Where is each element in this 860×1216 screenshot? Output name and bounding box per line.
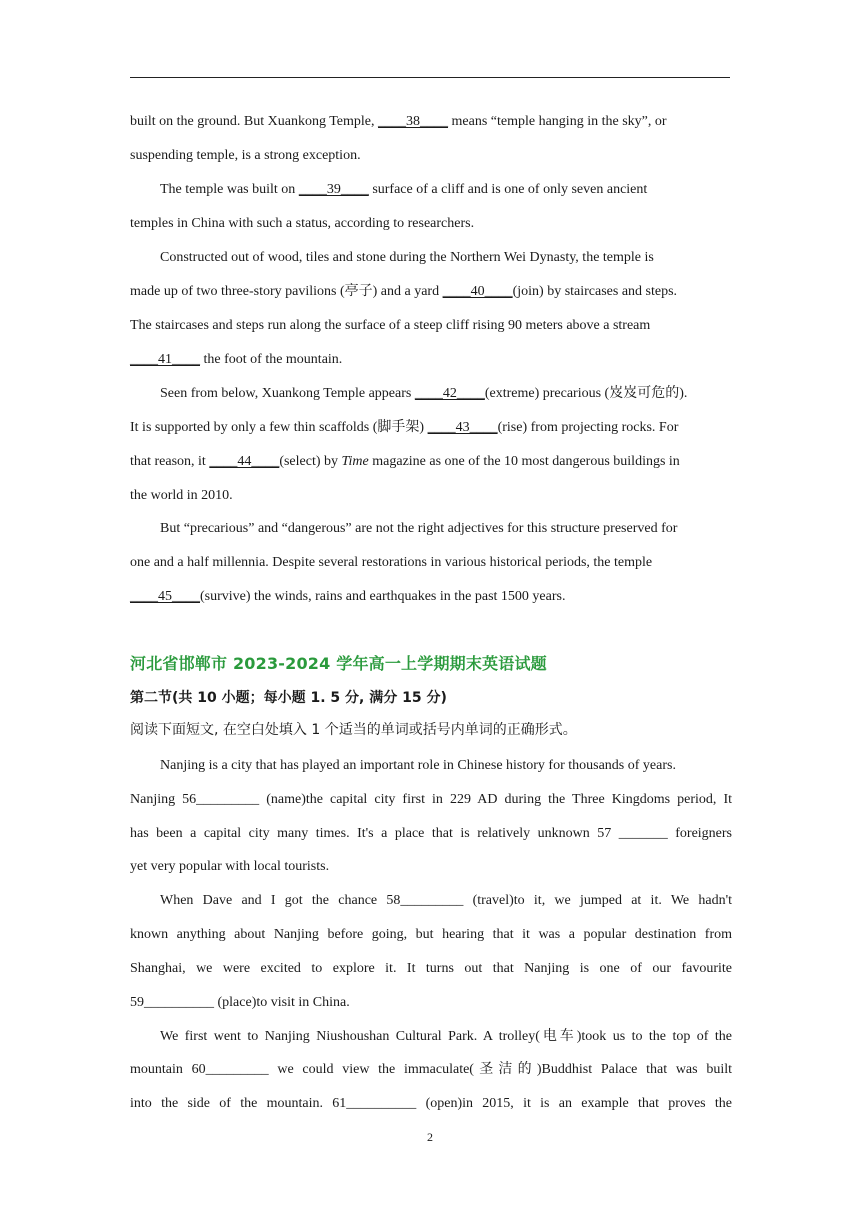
text: magazine as one of the 10 most dangerous buildings in bbox=[368, 454, 680, 469]
blank-44: ____44____ bbox=[209, 454, 280, 469]
blank-45: ____45____ bbox=[130, 589, 200, 604]
passage2-line-1: Nanjing is a city that has played an important role in Chinese history for thousands of years. bbox=[160, 758, 676, 773]
passage1-line-1 bbox=[130, 113, 667, 131]
text: the world in 2010. bbox=[130, 488, 233, 503]
text: (rise) from projecting rocks. For bbox=[497, 420, 679, 435]
passage1-line-3 bbox=[160, 181, 647, 199]
text: (select) by bbox=[279, 454, 342, 469]
text: that reason, it bbox=[130, 454, 210, 469]
text: Seen from below, Xuankong Temple appears bbox=[160, 386, 415, 401]
passage1-line-5 bbox=[160, 249, 654, 267]
passage1-line-9 bbox=[160, 385, 687, 403]
text: built on the ground. But Xuankong Temple, bbox=[130, 114, 379, 129]
text: surface of a cliff and is one of only seven ancient bbox=[368, 182, 648, 197]
text: The temple was built on bbox=[160, 182, 299, 197]
passage1-line-8 bbox=[130, 351, 342, 369]
passage1-line-10 bbox=[130, 419, 678, 437]
magazine-title: Time bbox=[341, 454, 369, 469]
passage2-line-8: 59__________ (place)to visit in China. bbox=[130, 995, 350, 1010]
exam-title: 河北省邯郸市 2023-2024 学年高一上学期期末英语试题 bbox=[130, 654, 547, 673]
blank-41: ____41____ bbox=[130, 352, 200, 367]
text: the foot of the mountain. bbox=[200, 352, 343, 367]
text: means “temple hanging in the sky”, or bbox=[448, 114, 667, 129]
passage2-line-5: When Dave and I got the chance 58_________ (travel)to it, we jumped at it. We hadn't bbox=[160, 893, 732, 908]
passage1-line-6 bbox=[130, 283, 677, 301]
passage2-line-4: yet very popular with local tourists. bbox=[130, 859, 330, 874]
text: (survive) the winds, rains and earthquakes in the past 1500 years. bbox=[200, 589, 566, 604]
page-number: 2 bbox=[427, 1130, 433, 1144]
blank-40: ____40____ bbox=[442, 284, 513, 299]
passage2-line-10: mountain 60_________ we could view the immaculate(圣洁的)Buddhist Palace that was built bbox=[130, 1062, 732, 1077]
passage1-line-7 bbox=[130, 317, 650, 335]
text: suspending temple, is a strong exception. bbox=[130, 148, 361, 163]
text: The staircases and steps run along the surface of a steep cliff rising 90 meters above a stream bbox=[130, 318, 651, 333]
passage1-line-12 bbox=[130, 487, 233, 505]
blank-39: ____39____ bbox=[298, 182, 369, 197]
passage1-line-2 bbox=[130, 147, 361, 165]
passage1-line-13 bbox=[160, 520, 677, 538]
passage2-line-7: Shanghai, we were excited to explore it. It turns out that Nanjing is one of our favourite bbox=[130, 961, 732, 976]
text: But “precarious” and “dangerous” are not the right adjectives for this structure preserved for bbox=[160, 521, 678, 536]
blank-43: ____43____ bbox=[427, 420, 498, 435]
passage1-line-11 bbox=[130, 453, 680, 471]
blank-38: ____38____ bbox=[378, 114, 449, 129]
header-rule bbox=[130, 77, 730, 78]
passage2-line-9: We first went to Nanjing Niushoushan Cultural Park. A trolley(电车)took us to the top of the bbox=[160, 1029, 732, 1044]
text: Constructed out of wood, tiles and stone during the Northern Wei Dynasty, the temple is bbox=[160, 250, 654, 265]
text: temples in China with such a status, according to researchers. bbox=[130, 216, 475, 231]
passage1-line-4 bbox=[130, 215, 474, 233]
text: (extreme) precarious (岌岌可危的). bbox=[484, 386, 688, 401]
blank-42: ____42____ bbox=[414, 386, 485, 401]
passage1-line-15 bbox=[130, 588, 565, 606]
section-subheading: 第二节(共 10 小题；每小题 1. 5 分, 满分 15 分) bbox=[130, 690, 447, 706]
text: made up of two three-story pavilions (亭子) and a yard bbox=[130, 284, 443, 299]
text: one and a half millennia. Despite several restorations in various historical periods, the temple bbox=[130, 555, 653, 570]
passage1-line-14 bbox=[130, 554, 652, 572]
passage2-line-6: known anything about Nanjing before going, but hearing that it was a popular destination from bbox=[130, 927, 732, 942]
passage2-line-3: has been a capital city many times. It's a place that is relatively unknown 57 _______ foreigners bbox=[130, 826, 732, 841]
text: (join) by staircases and steps. bbox=[512, 284, 678, 299]
passage2-line-11: into the side of the mountain. 61__________ (open)in 2015, it is an example that proves the bbox=[130, 1096, 732, 1111]
text: It is supported by only a few thin scaffolds (脚手架) bbox=[130, 420, 428, 435]
passage2-line-2: Nanjing 56_________ (name)the capital city first in 229 AD during the Three Kingdoms period, It bbox=[130, 792, 732, 807]
instruction-text: 阅读下面短文, 在空白处填入 1 个适当的单词或括号内单词的正确形式。 bbox=[130, 722, 577, 738]
